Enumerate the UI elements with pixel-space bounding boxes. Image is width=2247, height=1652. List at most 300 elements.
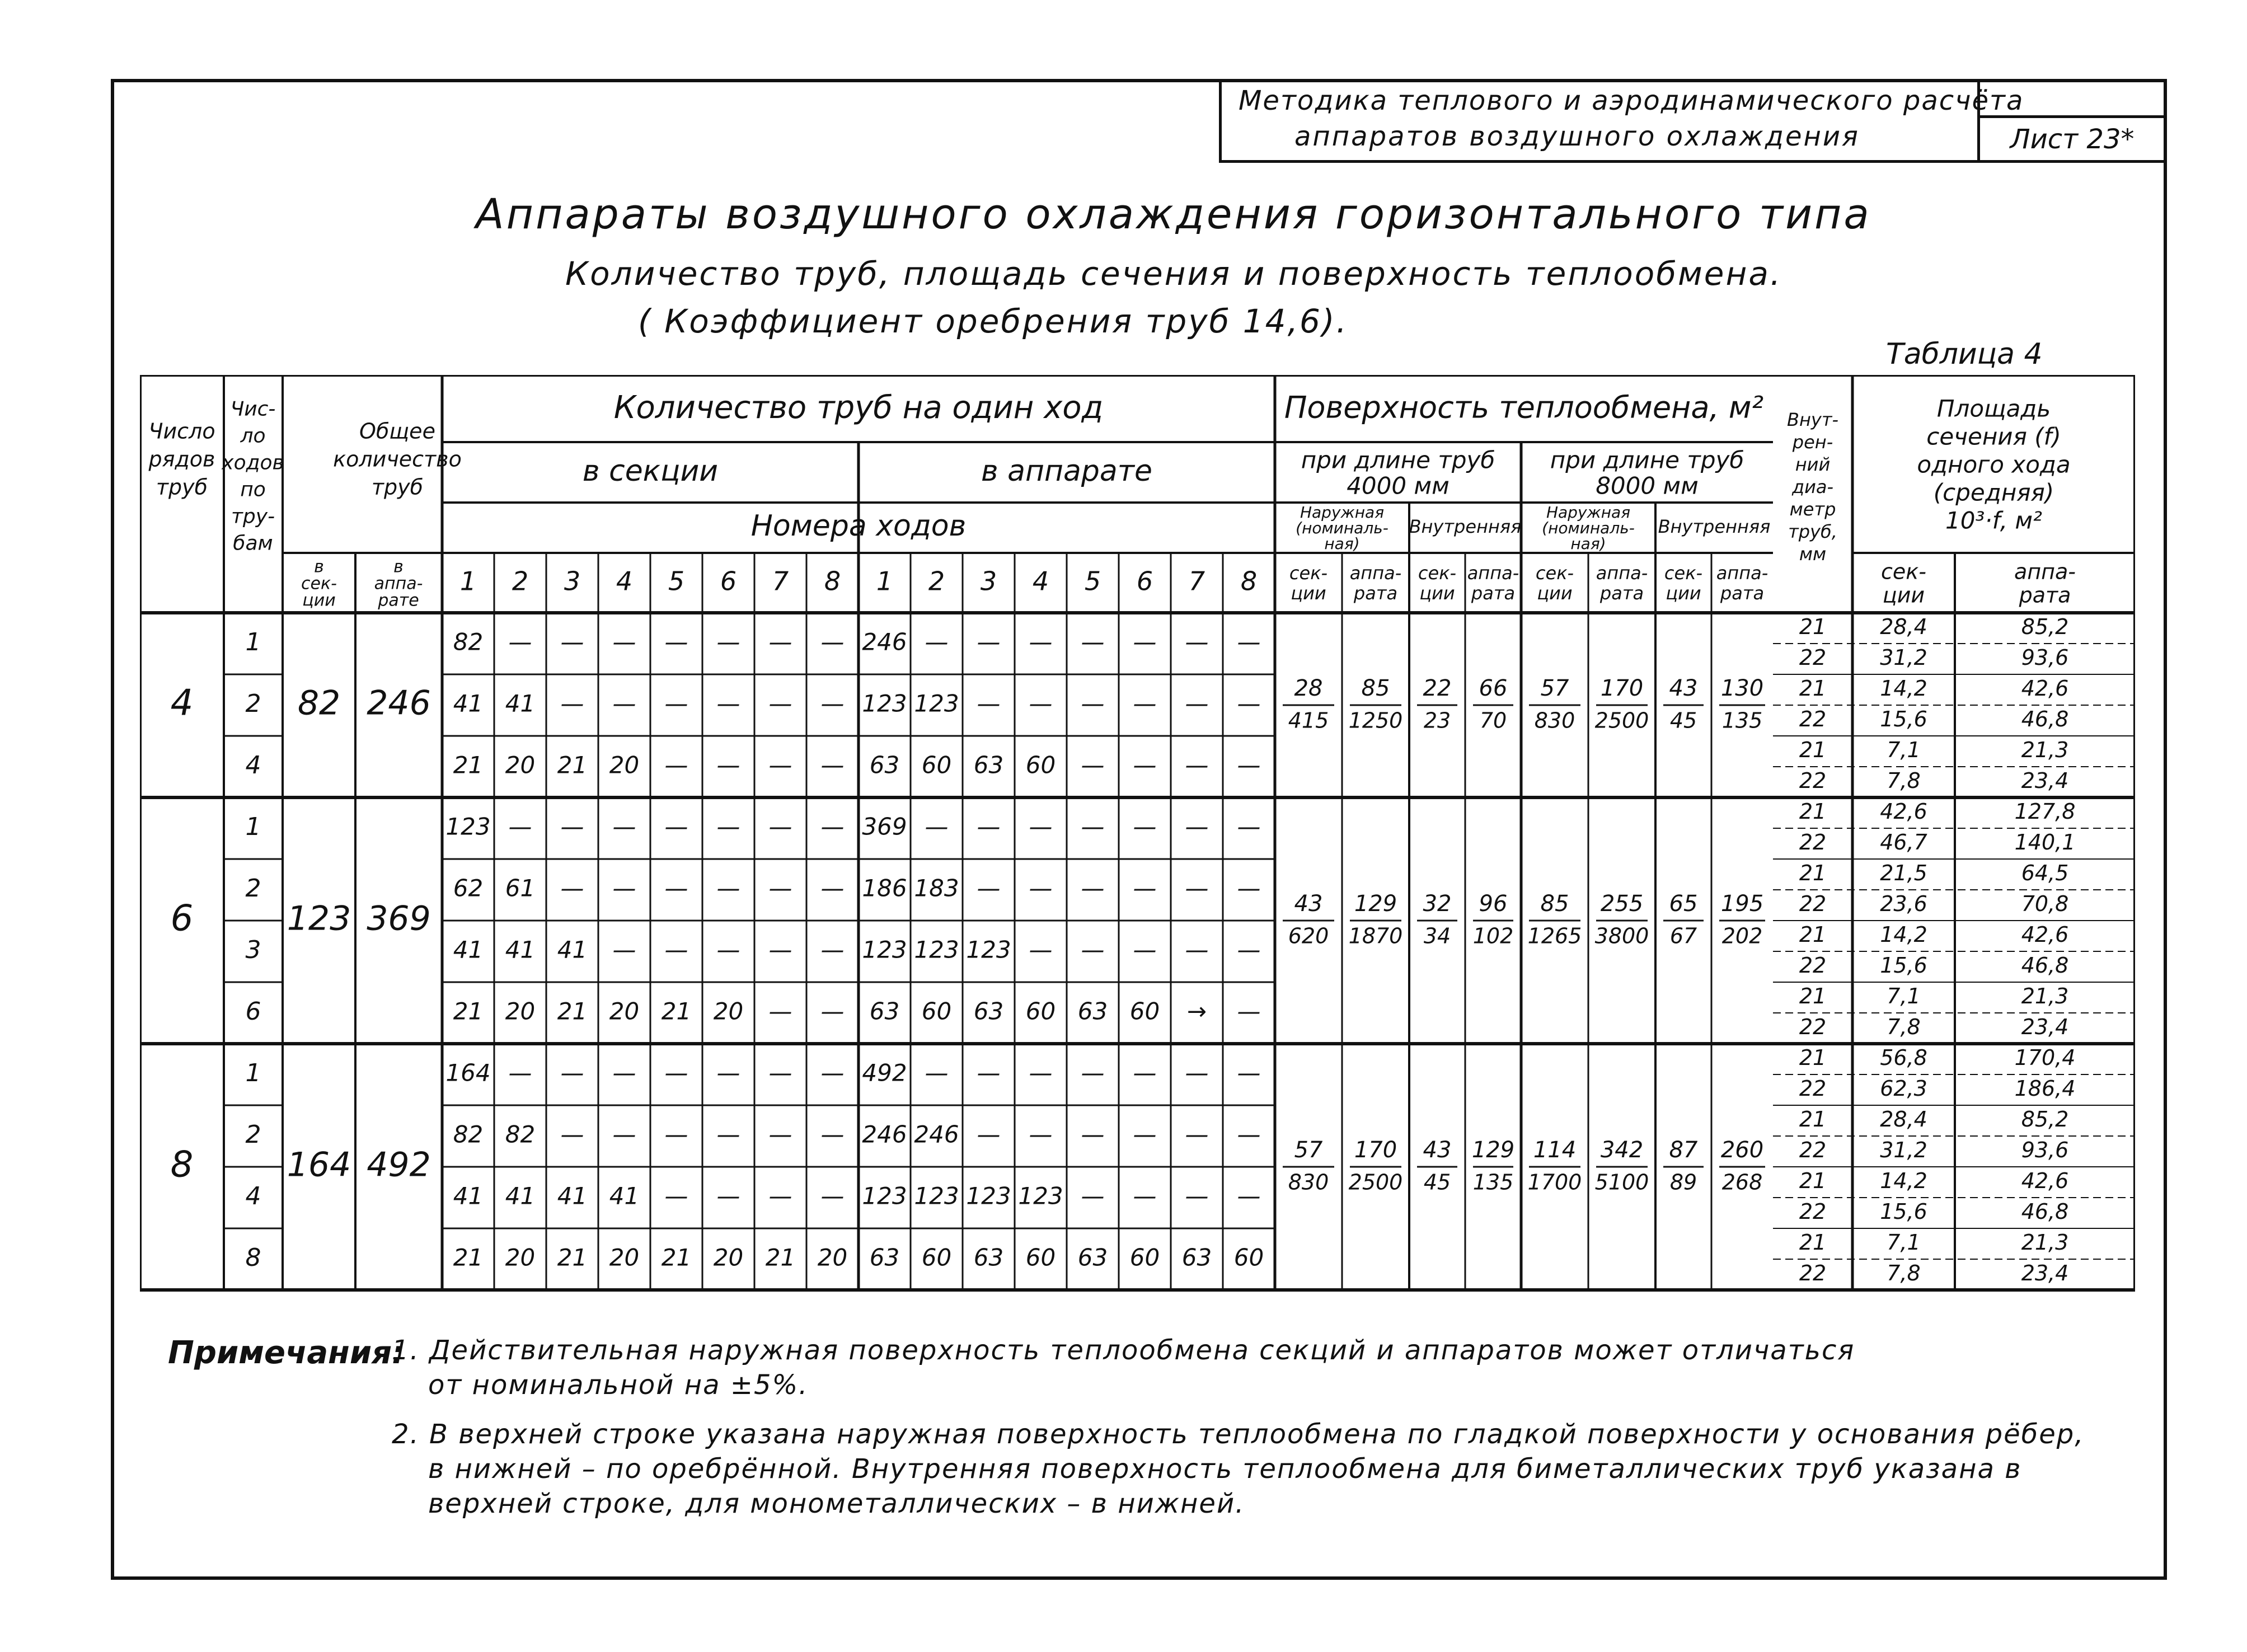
inner-diameter-value: 22 bbox=[1799, 1261, 1827, 1285]
tubes-apparatus-pass-5: 63 bbox=[1077, 1243, 1108, 1271]
inner-diameter-value: 22 bbox=[1799, 1138, 1827, 1162]
tubes-section-pass-5: — bbox=[664, 628, 688, 656]
tubes-apparatus-pass-3: 63 bbox=[973, 751, 1004, 779]
area-section-value: 31,2 bbox=[1880, 645, 1927, 670]
tubes-section-pass-8: — bbox=[820, 751, 845, 779]
surface-top-value: 195 bbox=[1720, 891, 1764, 917]
header-in-section: в секции bbox=[582, 454, 719, 488]
title-stamp bbox=[1219, 79, 2167, 163]
tubes-section-pass-5: — bbox=[664, 689, 688, 717]
surface-bottom-value: 89 bbox=[1669, 1170, 1697, 1195]
header-length-4000: при длине труб 4000 мм bbox=[1301, 446, 1495, 500]
surface-bottom-value: 3800 bbox=[1594, 923, 1649, 949]
area-apparatus-value: 93,6 bbox=[2021, 645, 2069, 670]
tubes-apparatus-pass-4: — bbox=[1029, 874, 1053, 902]
header-area: Площадь сечения (f) одного хода (средняя) 10³·f, м² bbox=[1917, 395, 2071, 534]
stamp-sheet-cell bbox=[1977, 115, 2167, 163]
pass-label-apparatus-1: 1 bbox=[876, 566, 893, 597]
tubes-apparatus-pass-2: — bbox=[925, 1059, 949, 1087]
header-area-apparatus: аппа-рата bbox=[2014, 559, 2076, 608]
header-surface-section: сек-ции bbox=[1418, 562, 1457, 604]
area-apparatus-value: 186,4 bbox=[2014, 1076, 2076, 1101]
tubes-apparatus-pass-1: 123 bbox=[862, 689, 907, 717]
tubes-section-pass-8: 20 bbox=[817, 1243, 848, 1271]
tubes-section-pass-5: — bbox=[664, 1120, 688, 1148]
tubes-section-pass-5: — bbox=[664, 813, 688, 841]
area-section-value: 15,6 bbox=[1880, 953, 1927, 978]
surface-top-value: 170 bbox=[1600, 675, 1644, 701]
page-subtitle-1: Количество труб, площадь сечения и поверхность теплообмена. bbox=[565, 255, 1782, 293]
tubes-section-pass-2: 41 bbox=[505, 689, 536, 717]
tubes-apparatus-pass-1: 63 bbox=[869, 751, 900, 779]
tubes-section-pass-8: — bbox=[820, 628, 845, 656]
passes-count: 4 bbox=[245, 1182, 261, 1210]
inner-diameter-value: 22 bbox=[1799, 1199, 1827, 1224]
area-apparatus-value: 42,6 bbox=[2021, 922, 2069, 947]
header-surface-apparatus: аппа-рата bbox=[1716, 562, 1768, 604]
area-apparatus-value: 170,4 bbox=[2014, 1045, 2076, 1070]
surface-bottom-value: 202 bbox=[1721, 923, 1763, 949]
header-area-section: сек-ции bbox=[1881, 559, 1926, 608]
tubes-apparatus-pass-7: — bbox=[1185, 689, 1209, 717]
tubes-apparatus-pass-1: 246 bbox=[862, 628, 907, 656]
inner-diameter-value: 21 bbox=[1799, 861, 1827, 885]
tubes-section-pass-6: 20 bbox=[713, 997, 744, 1025]
tubes-apparatus-pass-4: — bbox=[1029, 813, 1053, 841]
tubes-section-pass-1: 41 bbox=[453, 689, 484, 717]
surface-bottom-value: 45 bbox=[1669, 708, 1697, 733]
tubes-section-pass-8: — bbox=[820, 1182, 845, 1210]
tubes-apparatus-pass-6: 60 bbox=[1129, 997, 1160, 1025]
tubes-section-pass-3: 41 bbox=[557, 936, 588, 964]
surface-bottom-value: 5100 bbox=[1594, 1170, 1649, 1195]
tubes-apparatus-pass-5: — bbox=[1081, 874, 1105, 902]
tubes-section-pass-4: — bbox=[612, 1059, 636, 1087]
inner-diameter-value: 22 bbox=[1799, 707, 1827, 731]
tubes-section-pass-7: — bbox=[768, 751, 792, 779]
area-section-value: 15,6 bbox=[1880, 707, 1927, 731]
tubes-apparatus-pass-6: — bbox=[1133, 751, 1157, 779]
tubes-apparatus-pass-5: — bbox=[1081, 813, 1105, 841]
area-section-value: 28,4 bbox=[1880, 614, 1927, 639]
tubes-apparatus-pass-1: 63 bbox=[869, 997, 900, 1025]
tubes-apparatus-pass-4: — bbox=[1029, 936, 1053, 964]
table-label: Таблица 4 bbox=[1886, 337, 2043, 371]
area-apparatus-value: 42,6 bbox=[2021, 1168, 2069, 1193]
surface-top-value: 57 bbox=[1294, 1137, 1323, 1163]
tubes-section-pass-4: — bbox=[612, 813, 636, 841]
tubes-section-pass-6: — bbox=[716, 874, 740, 902]
tubes-apparatus-pass-6: — bbox=[1133, 1059, 1157, 1087]
surface-top-value: 255 bbox=[1600, 891, 1644, 917]
area-apparatus-value: 93,6 bbox=[2021, 1138, 2069, 1162]
tubes-apparatus-pass-3: 63 bbox=[973, 997, 1004, 1025]
tubes-section-pass-8: — bbox=[820, 813, 845, 841]
surface-bottom-value: 135 bbox=[1721, 708, 1763, 733]
tubes-section-pass-6: 20 bbox=[713, 1243, 744, 1271]
tubes-section-pass-6: — bbox=[716, 813, 740, 841]
rows-count: 8 bbox=[170, 1144, 194, 1186]
tubes-apparatus-pass-1: 186 bbox=[862, 874, 907, 902]
header-surface-section: сек-ции bbox=[1289, 562, 1328, 604]
notes-heading: Примечания: bbox=[168, 1335, 405, 1371]
tubes-section-pass-4: 20 bbox=[609, 1243, 640, 1271]
inner-diameter-value: 22 bbox=[1799, 953, 1827, 978]
area-apparatus-value: 64,5 bbox=[2021, 861, 2069, 885]
tubes-section-pass-6: — bbox=[716, 1120, 740, 1148]
tubes-section-pass-6: — bbox=[716, 1182, 740, 1210]
tubes-apparatus-pass-4: 60 bbox=[1025, 997, 1056, 1025]
tubes-section-pass-8: — bbox=[820, 689, 845, 717]
header-rows: Число рядов труб bbox=[148, 419, 215, 500]
tubes-apparatus-pass-4: 60 bbox=[1025, 1243, 1056, 1271]
tubes-section-pass-5: — bbox=[664, 874, 688, 902]
tubes-apparatus-pass-2: 60 bbox=[921, 751, 952, 779]
surface-top-value: 260 bbox=[1720, 1137, 1764, 1163]
tubes-apparatus-pass-6: — bbox=[1133, 1120, 1157, 1148]
tubes-section-pass-2: — bbox=[508, 1059, 532, 1087]
tubes-section-pass-3: — bbox=[560, 1120, 584, 1148]
surface-top-value: 65 bbox=[1669, 891, 1698, 917]
note-2-line-2: в нижней – по оребрённой. Внутренняя поверхность теплообмена для биметаллических труб указана в bbox=[428, 1453, 2022, 1485]
tubes-apparatus-pass-8: — bbox=[1237, 751, 1261, 779]
header-total-apparatus: в аппа-рате bbox=[374, 557, 423, 611]
surface-bottom-value: 135 bbox=[1472, 1170, 1514, 1195]
tubes-apparatus-pass-3: — bbox=[977, 874, 1001, 902]
header-in-apparatus: в аппарате bbox=[981, 454, 1153, 488]
header-surface-apparatus: аппа-рата bbox=[1349, 562, 1402, 604]
tubes-section-pass-3: — bbox=[560, 813, 584, 841]
tubes-section-pass-1: 21 bbox=[453, 1243, 484, 1271]
area-section-value: 42,6 bbox=[1880, 799, 1927, 824]
tubes-apparatus-pass-4: — bbox=[1029, 1059, 1053, 1087]
surface-bottom-value: 34 bbox=[1423, 923, 1451, 949]
stamp-blank-cell bbox=[1977, 79, 2167, 118]
tubes-apparatus-pass-2: 123 bbox=[914, 689, 959, 717]
tubes-apparatus-pass-7: — bbox=[1185, 813, 1209, 841]
surface-bottom-value: 23 bbox=[1423, 708, 1451, 733]
tubes-apparatus-pass-1: 492 bbox=[862, 1059, 907, 1087]
tubes-section-pass-1: 41 bbox=[453, 1182, 484, 1210]
area-apparatus-value: 85,2 bbox=[2021, 1107, 2069, 1132]
passes-count: 1 bbox=[245, 1059, 261, 1087]
surface-bottom-value: 1700 bbox=[1527, 1170, 1582, 1195]
tubes-section-pass-7: — bbox=[768, 689, 792, 717]
tubes-apparatus-pass-5: — bbox=[1081, 1059, 1105, 1087]
tubes-section-pass-4: — bbox=[612, 689, 636, 717]
pass-label-section-3: 3 bbox=[564, 566, 581, 597]
total-section: 123 bbox=[287, 899, 351, 938]
header-surface-apparatus: аппа-рата bbox=[1467, 562, 1519, 604]
inner-diameter-value: 21 bbox=[1799, 676, 1827, 701]
tubes-section-pass-1: 62 bbox=[453, 874, 484, 902]
tubes-section-pass-2: 20 bbox=[505, 751, 536, 779]
total-apparatus: 369 bbox=[367, 899, 431, 938]
area-apparatus-value: 23,4 bbox=[2021, 768, 2069, 793]
tubes-apparatus-pass-6: — bbox=[1133, 628, 1157, 656]
tubes-apparatus-pass-4: 60 bbox=[1025, 751, 1056, 779]
tubes-apparatus-pass-7: — bbox=[1185, 1059, 1209, 1087]
tubes-section-pass-8: — bbox=[820, 997, 845, 1025]
area-section-value: 31,2 bbox=[1880, 1138, 1927, 1162]
surface-top-value: 85 bbox=[1361, 675, 1390, 701]
pass-label-apparatus-5: 5 bbox=[1084, 566, 1101, 597]
tubes-apparatus-pass-8: — bbox=[1237, 874, 1261, 902]
surface-bottom-value: 830 bbox=[1534, 708, 1575, 733]
area-section-value: 7,1 bbox=[1887, 984, 1921, 1008]
pass-label-apparatus-4: 4 bbox=[1032, 566, 1049, 597]
tubes-section-pass-8: — bbox=[820, 936, 845, 964]
tubes-apparatus-pass-6: — bbox=[1133, 813, 1157, 841]
tubes-section-pass-5: — bbox=[664, 1182, 688, 1210]
surface-bottom-value: 1250 bbox=[1348, 708, 1403, 733]
tubes-section-pass-7: — bbox=[768, 1059, 792, 1087]
area-section-value: 7,8 bbox=[1887, 768, 1921, 793]
inner-diameter-value: 21 bbox=[1799, 1045, 1827, 1070]
tubes-section-pass-6: — bbox=[716, 1059, 740, 1087]
tubes-section-pass-2: 82 bbox=[505, 1120, 536, 1148]
stamp-title-cell bbox=[1219, 79, 2024, 163]
inner-diameter-value: 21 bbox=[1799, 1230, 1827, 1255]
tubes-section-pass-7: — bbox=[768, 1120, 792, 1148]
surface-bottom-value: 70 bbox=[1479, 708, 1507, 733]
surface-bottom-value: 67 bbox=[1669, 923, 1697, 949]
tubes-apparatus-pass-4: — bbox=[1029, 628, 1053, 656]
tubes-apparatus-pass-3: — bbox=[977, 628, 1001, 656]
tubes-apparatus-pass-3: 123 bbox=[966, 1182, 1011, 1210]
tubes-apparatus-pass-1: 246 bbox=[862, 1120, 907, 1148]
inner-diameter-value: 21 bbox=[1799, 1168, 1827, 1193]
tubes-apparatus-pass-7: — bbox=[1185, 751, 1209, 779]
area-section-value: 14,2 bbox=[1880, 1168, 1927, 1193]
surface-bottom-value: 268 bbox=[1721, 1170, 1763, 1195]
tubes-apparatus-pass-5: — bbox=[1081, 628, 1105, 656]
header-surface-section: сек-ции bbox=[1535, 562, 1574, 604]
tubes-apparatus-pass-8: — bbox=[1237, 936, 1261, 964]
tubes-section-pass-1: 123 bbox=[445, 813, 491, 841]
surface-bottom-value: 830 bbox=[1288, 1170, 1329, 1195]
tubes-section-pass-3: — bbox=[560, 689, 584, 717]
total-section: 82 bbox=[297, 683, 341, 723]
surface-top-value: 129 bbox=[1471, 1137, 1515, 1163]
tubes-apparatus-pass-7: — bbox=[1185, 936, 1209, 964]
inner-diameter-value: 21 bbox=[1799, 922, 1827, 947]
tubes-apparatus-pass-2: 246 bbox=[914, 1120, 959, 1148]
tubes-section-pass-8: — bbox=[820, 874, 845, 902]
surface-bottom-value: 415 bbox=[1288, 708, 1329, 733]
tubes-apparatus-pass-8: — bbox=[1237, 1120, 1261, 1148]
area-section-value: 7,8 bbox=[1887, 1015, 1921, 1039]
tubes-section-pass-3: — bbox=[560, 874, 584, 902]
surface-bottom-value: 2500 bbox=[1348, 1170, 1403, 1195]
passes-count: 4 bbox=[245, 751, 261, 780]
header-per-pass: Количество труб на один ход bbox=[613, 389, 1104, 426]
passes-count: 3 bbox=[245, 936, 261, 964]
header-passes: Чис-ло ходов по тру-бам bbox=[222, 397, 284, 555]
tubes-apparatus-pass-5: — bbox=[1081, 936, 1105, 964]
area-section-value: 23,6 bbox=[1880, 891, 1927, 916]
sheet-number: Лист 23* bbox=[2010, 123, 2135, 155]
area-section-value: 15,6 bbox=[1880, 1199, 1927, 1224]
surface-top-value: 57 bbox=[1540, 675, 1569, 701]
surface-top-value: 28 bbox=[1294, 675, 1323, 701]
tubes-section-pass-5: — bbox=[664, 936, 688, 964]
tubes-apparatus-pass-8: 60 bbox=[1233, 1243, 1264, 1271]
tubes-apparatus-pass-3: — bbox=[977, 813, 1001, 841]
tubes-section-pass-7: — bbox=[768, 874, 792, 902]
surface-top-value: 43 bbox=[1423, 1137, 1452, 1163]
header-total-section: в сек-ции bbox=[301, 557, 337, 611]
pass-label-section-2: 2 bbox=[512, 566, 529, 597]
tubes-section-pass-2: — bbox=[508, 628, 532, 656]
area-section-value: 56,8 bbox=[1880, 1045, 1927, 1070]
tubes-section-pass-1: 82 bbox=[453, 1120, 484, 1148]
area-section-value: 62,3 bbox=[1880, 1076, 1927, 1101]
surface-top-value: 114 bbox=[1533, 1137, 1577, 1163]
tubes-section-pass-7: — bbox=[768, 997, 792, 1025]
header-surface: Поверхность теплообмена, м² bbox=[1284, 389, 1764, 425]
tubes-apparatus-pass-5: — bbox=[1081, 1182, 1105, 1210]
surface-bottom-value: 2500 bbox=[1594, 708, 1649, 733]
header-outer-8000: Наружная (номиналь-ная) bbox=[1542, 503, 1635, 553]
tubes-apparatus-pass-5: — bbox=[1081, 1120, 1105, 1148]
tubes-section-pass-4: 20 bbox=[609, 751, 640, 779]
tubes-apparatus-pass-7: — bbox=[1185, 1120, 1209, 1148]
tubes-apparatus-pass-8: — bbox=[1237, 1059, 1261, 1087]
tubes-apparatus-pass-2: — bbox=[925, 813, 949, 841]
tubes-apparatus-pass-6: — bbox=[1133, 874, 1157, 902]
area-section-value: 46,7 bbox=[1880, 830, 1927, 855]
data-table bbox=[140, 375, 2135, 1326]
area-section-value: 14,2 bbox=[1880, 676, 1927, 701]
tubes-section-pass-7: — bbox=[768, 813, 792, 841]
tubes-apparatus-pass-7: 63 bbox=[1181, 1243, 1212, 1271]
tubes-section-pass-4: 41 bbox=[609, 1182, 640, 1210]
tubes-apparatus-pass-7: → bbox=[1186, 997, 1207, 1025]
surface-top-value: 43 bbox=[1294, 891, 1323, 917]
area-apparatus-value: 140,1 bbox=[2014, 830, 2076, 855]
tubes-apparatus-pass-8: — bbox=[1237, 997, 1261, 1025]
tubes-apparatus-pass-4: 123 bbox=[1018, 1182, 1063, 1210]
tubes-apparatus-pass-2: 123 bbox=[914, 1182, 959, 1210]
pass-label-section-5: 5 bbox=[668, 566, 685, 597]
header-inner-diameter: Внут-рен-ний диа-метр труб, мм bbox=[1787, 409, 1838, 565]
area-apparatus-value: 23,4 bbox=[2021, 1261, 2069, 1285]
tubes-apparatus-pass-5: — bbox=[1081, 689, 1105, 717]
note-2-line-1: 2. В верхней строке указана наружная поверхность теплообмена по гладкой поверхности у основания рёбер, bbox=[392, 1419, 2085, 1450]
note-2-line-3: верхней строке, для монометаллических – в нижней. bbox=[428, 1488, 1245, 1519]
tubes-apparatus-pass-2: — bbox=[925, 628, 949, 656]
header-pass-numbers: Номера ходов bbox=[750, 509, 967, 543]
page-subtitle-2: ( Коэффициент оребрения труб 14,6). bbox=[638, 302, 1348, 340]
pass-label-apparatus-6: 6 bbox=[1136, 566, 1153, 597]
area-section-value: 14,2 bbox=[1880, 922, 1927, 947]
area-apparatus-value: 85,2 bbox=[2021, 614, 2069, 639]
header-total: Общее количество труб bbox=[333, 419, 462, 500]
inner-diameter-value: 22 bbox=[1799, 891, 1827, 916]
tubes-apparatus-pass-3: — bbox=[977, 1120, 1001, 1148]
inner-diameter-value: 21 bbox=[1799, 614, 1827, 639]
header-length-8000: при длине труб 8000 мм bbox=[1550, 446, 1744, 500]
inner-diameter-value: 21 bbox=[1799, 984, 1827, 1008]
rows-count: 6 bbox=[170, 898, 194, 940]
header-outer-4000: Наружная (номиналь-ная) bbox=[1296, 503, 1388, 553]
tubes-apparatus-pass-6: 60 bbox=[1129, 1243, 1160, 1271]
note-1-line-2: от номинальной на ±5%. bbox=[428, 1369, 809, 1401]
tubes-apparatus-pass-2: 183 bbox=[914, 874, 959, 902]
tubes-section-pass-4: — bbox=[612, 628, 636, 656]
tubes-apparatus-pass-6: — bbox=[1133, 936, 1157, 964]
stamp-title-line1: Методика теплового и аэродинамического расчёта bbox=[1239, 85, 2024, 116]
tubes-apparatus-pass-6: — bbox=[1133, 1182, 1157, 1210]
stamp-title-line2: аппаратов воздушного охлаждения bbox=[1294, 121, 1860, 152]
tubes-section-pass-6: — bbox=[716, 689, 740, 717]
tubes-apparatus-pass-7: — bbox=[1185, 874, 1209, 902]
surface-bottom-value: 1265 bbox=[1527, 923, 1582, 949]
tubes-section-pass-7: — bbox=[768, 628, 792, 656]
passes-count: 8 bbox=[245, 1243, 261, 1272]
surface-top-value: 22 bbox=[1423, 675, 1452, 701]
tubes-section-pass-4: — bbox=[612, 1120, 636, 1148]
area-section-value: 7,1 bbox=[1887, 738, 1921, 762]
total-apparatus: 246 bbox=[367, 683, 431, 723]
tubes-section-pass-3: — bbox=[560, 628, 584, 656]
tubes-section-pass-3: 21 bbox=[557, 1243, 588, 1271]
tubes-apparatus-pass-7: — bbox=[1185, 1182, 1209, 1210]
area-apparatus-value: 21,3 bbox=[2021, 984, 2069, 1008]
tubes-section-pass-1: 164 bbox=[445, 1059, 491, 1087]
page-title: Аппараты воздушного охлаждения горизонтального типа bbox=[476, 190, 1871, 238]
area-apparatus-value: 46,8 bbox=[2021, 1199, 2069, 1224]
tubes-section-pass-6: — bbox=[716, 751, 740, 779]
tubes-section-pass-2: 41 bbox=[505, 936, 536, 964]
passes-count: 1 bbox=[245, 813, 261, 841]
tubes-section-pass-6: — bbox=[716, 936, 740, 964]
passes-count: 1 bbox=[245, 628, 261, 656]
tubes-section-pass-2: 20 bbox=[505, 1243, 536, 1271]
tubes-section-pass-3: 21 bbox=[557, 997, 588, 1025]
surface-top-value: 129 bbox=[1354, 891, 1397, 917]
header-surface-apparatus: аппа-рата bbox=[1596, 562, 1648, 604]
surface-top-value: 96 bbox=[1479, 891, 1508, 917]
tubes-apparatus-pass-2: 60 bbox=[921, 997, 952, 1025]
surface-bottom-value: 620 bbox=[1288, 923, 1329, 949]
tubes-section-pass-1: 21 bbox=[453, 997, 484, 1025]
tubes-apparatus-pass-5: 63 bbox=[1077, 997, 1108, 1025]
tubes-section-pass-4: — bbox=[612, 936, 636, 964]
area-apparatus-value: 46,8 bbox=[2021, 707, 2069, 731]
passes-count: 2 bbox=[245, 1120, 261, 1149]
tubes-section-pass-3: — bbox=[560, 1059, 584, 1087]
pass-label-section-6: 6 bbox=[720, 566, 737, 597]
tubes-apparatus-pass-7: — bbox=[1185, 628, 1209, 656]
inner-diameter-value: 22 bbox=[1799, 1076, 1827, 1101]
pass-label-apparatus-2: 2 bbox=[928, 566, 945, 597]
inner-diameter-value: 21 bbox=[1799, 1107, 1827, 1132]
total-apparatus: 492 bbox=[367, 1145, 431, 1185]
tubes-section-pass-8: — bbox=[820, 1059, 845, 1087]
surface-top-value: 85 bbox=[1540, 891, 1569, 917]
tubes-section-pass-2: 20 bbox=[505, 997, 536, 1025]
tubes-section-pass-1: 21 bbox=[453, 751, 484, 779]
passes-count: 6 bbox=[245, 997, 261, 1026]
surface-bottom-value: 1870 bbox=[1348, 923, 1403, 949]
header-surface-section: сек-ции bbox=[1664, 562, 1703, 604]
tubes-section-pass-2: 61 bbox=[505, 874, 536, 902]
pass-label-section-8: 8 bbox=[824, 566, 841, 597]
surface-top-value: 87 bbox=[1669, 1137, 1698, 1163]
tubes-section-pass-3: 21 bbox=[557, 751, 588, 779]
